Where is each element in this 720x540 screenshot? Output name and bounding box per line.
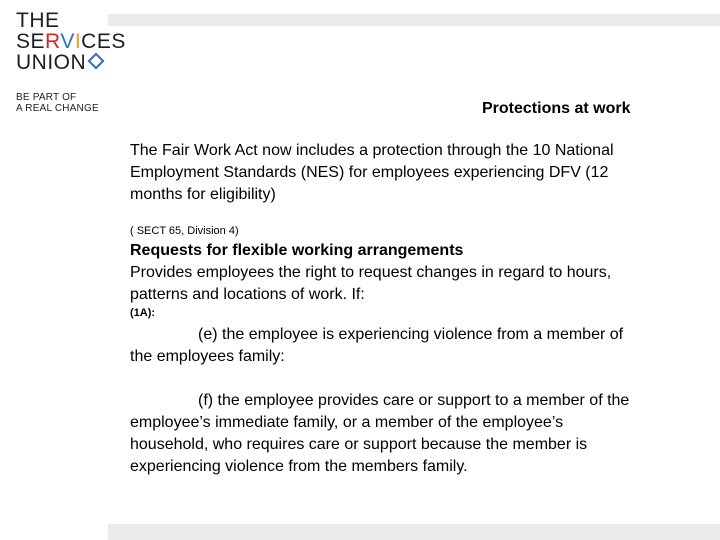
provides-paragraph: Provides employees the right to request changes in regard to hours, patterns and locations of work. If: <box>130 264 612 303</box>
services-union-logo <box>16 10 126 73</box>
logo-services-part: R <box>45 30 61 53</box>
logo-services-part: CES <box>81 30 126 53</box>
subsection-label: (1A): <box>130 307 156 319</box>
tagline-line: BE PART OF <box>16 92 77 103</box>
logo-union-text: UNION <box>16 51 87 74</box>
logo-line-services <box>16 31 126 52</box>
bottom-band <box>108 524 720 540</box>
slide-title: Protections at work <box>482 100 631 117</box>
intro-paragraph: The Fair Work Act now includes a protection through the 10 National Employment Standards (NES) for employees experiencing DFV (12 months for eligibility) <box>130 142 614 203</box>
logo-tagline <box>16 92 99 114</box>
item-e: (e) the employee is experiencing violence from a member of the employees family: <box>130 326 624 365</box>
logo-line-the: THE <box>16 9 60 32</box>
section-heading: Requests for flexible working arrangements <box>130 242 464 259</box>
section-reference: ( SECT 65, Division 4) <box>130 225 239 237</box>
logo-services-part: SE <box>16 30 46 53</box>
logo-services-part: V <box>60 30 75 53</box>
top-band <box>108 14 720 26</box>
logo-services-part: I <box>74 30 82 53</box>
diamond-icon <box>88 53 105 70</box>
slide-body <box>130 140 630 478</box>
tagline-line: A REAL CHANGE <box>16 103 99 114</box>
logo-line-union <box>16 52 126 73</box>
item-f: (f) the employee provides care or support to a member of the employee’s immediate family, or a member of the employee’s household, who requires care or support because the member is experiencing violence from the members family. <box>130 392 630 475</box>
